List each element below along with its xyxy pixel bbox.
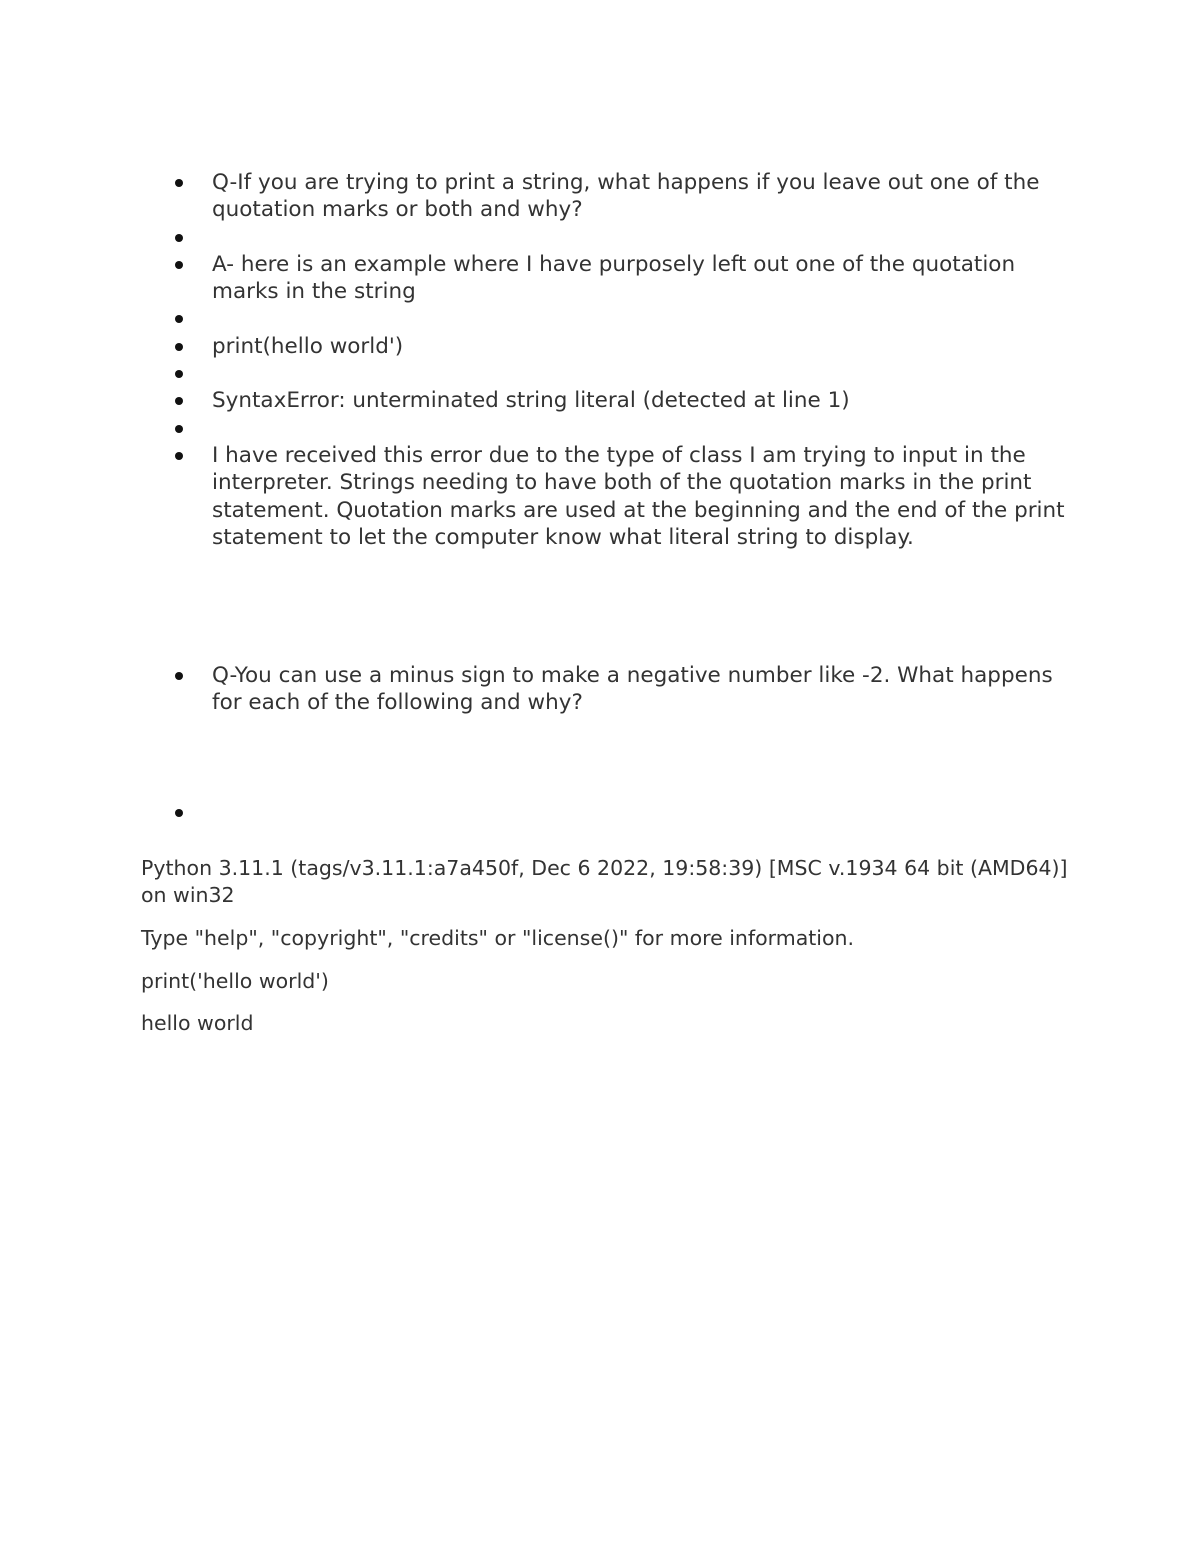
list-item bbox=[212, 360, 1072, 387]
list-item bbox=[212, 415, 1072, 442]
python-help-line: Type "help", "copyright", "credits" or "license()" for more information. bbox=[141, 926, 855, 950]
list-item: Q-You can use a minus sign to make a negative number like -2. What happens for each of the following and why? bbox=[212, 662, 1072, 717]
empty-bullet-list bbox=[212, 799, 1072, 826]
question-bullet-list bbox=[212, 662, 1072, 717]
python-output-line: hello world bbox=[141, 1011, 254, 1035]
python-version-line: Python 3.11.1 (tags/v3.11.1:a7a450f, Dec 6 2022, 19:58:39) [MSC v.1934 64 bit (AMD64)] on win32 bbox=[141, 856, 1068, 907]
answer-bullet-list bbox=[212, 169, 1072, 551]
list-item bbox=[212, 305, 1072, 332]
list-item: A- here is an example where I have purposely left out one of the quotation marks in the string bbox=[212, 251, 1072, 306]
list-item bbox=[212, 799, 1072, 826]
list-item: Q-If you are trying to print a string, what happens if you leave out one of the quotation marks or both and why? bbox=[212, 169, 1072, 224]
list-item: print(hello world') bbox=[212, 333, 1072, 360]
list-item: SyntaxError: unterminated string literal (detected at line 1) bbox=[212, 387, 1072, 414]
python-command-line: print('hello world') bbox=[141, 969, 329, 993]
list-item bbox=[212, 224, 1072, 251]
list-item: I have received this error due to the type of class I am trying to input in the interpreter. Strings needing to have both of the quotation marks in the print statement. Quotation marks are used at the beginning and the end of the print statement to let the computer know what literal string to display. bbox=[212, 442, 1072, 551]
